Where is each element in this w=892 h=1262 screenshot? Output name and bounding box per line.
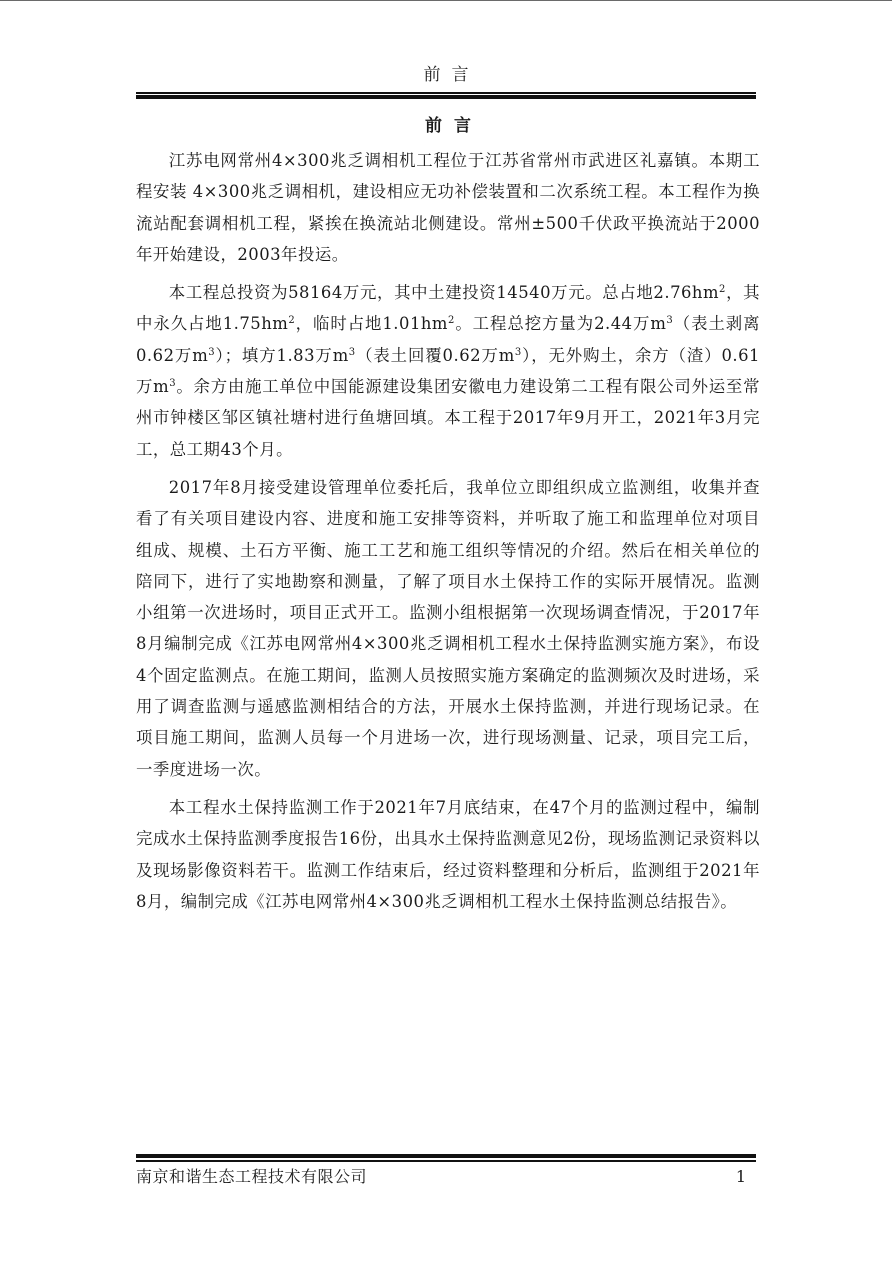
- superscript: 2: [288, 315, 296, 327]
- footer-rule-thin: [136, 1160, 756, 1162]
- footer-company-name: 南京和谐生态工程技术有限公司: [136, 1167, 368, 1186]
- superscript: 3: [348, 346, 356, 358]
- paragraph-monitoring-process: [136, 472, 760, 785]
- header-rule-thin: [136, 92, 756, 94]
- superscript: 2: [447, 315, 455, 327]
- page-title: 前言: [425, 116, 483, 136]
- document-body: [136, 114, 760, 917]
- paragraph-text: 本工程水土保持监测工作于2021年7月底结束，在47个月的监测过程中，编制完成水土保持监测季度报告16份，出具水土保持监测意见2份，现场监测记录资料以及现场影像资料若干。监测工作结束后，经过资料整理和分析后，监测组于2021年8月，编制完成《江苏电网常州4×300兆乏调相机工程水土保持监测总结报告》。: [136, 797, 760, 911]
- footer-double-rule: [136, 1154, 756, 1162]
- superscript: 2: [719, 284, 726, 296]
- paragraph-text: ），无外购土，余方（渣）0.61万m: [136, 345, 760, 397]
- header-double-rule: [136, 92, 756, 100]
- paragraph-monitoring-results: [136, 792, 760, 917]
- superscript: 3: [169, 378, 177, 390]
- footer-rule-thick: [136, 1154, 756, 1158]
- footer-page-number: 1: [735, 1167, 746, 1186]
- superscript: 3: [208, 346, 216, 358]
- page-top-edge: [0, 0, 892, 1]
- paragraph-text: 。余方由施工单位中国能源建设集团安徽电力建设第二工程有限公司外运至常州市钟楼区邹区镇社塘村进行鱼塘回填。本工程于2017年9月开工，2021年3月完工，总工期43个月。: [136, 377, 760, 459]
- paragraph-text: ，临时占地1.01hm: [295, 314, 448, 334]
- paragraph-text: ）；填方1.83万m: [215, 345, 349, 365]
- paragraph-text: 2017年8月接受建设管理单位委托后，我单位立即组织成立监测组，收集并查看了有关项目建设内容、进度和施工安排等资料，并听取了施工和监理单位对项目组成、规模、土石方平衡、施工工艺和施工组织等情况的介绍。然后在相关单位的陪同下，进行了实地勘察和测量，了解了项目水土保持工作的实际开展情况。监测小组第一次进场时，项目正式开工。监测小组根据第一次现场调查情况，于2017年8月编制完成《江苏电网常州4×300兆乏调相机工程水土保持监测实施方案》，布设4个固定监测点。在施工期间，监测人员按照实施方案确定的监测频次及时进场，采用了调查监测与遥感监测相结合的方法，开展水土保持监测，并进行现场记录。在项目施工期间，监测人员每一个月进场一次，进行现场测量、记录，项目完工后，一季度进场一次。: [136, 477, 760, 779]
- running-header-title: 前言: [423, 65, 480, 85]
- superscript: 3: [666, 315, 674, 327]
- header-rule-thick: [136, 95, 756, 99]
- paragraph-project-overview: [136, 145, 760, 270]
- paragraph-text: 本工程总投资为58164万元，其中土建投资14540万元。总占地2.76hm: [168, 283, 720, 303]
- paragraph-text: ，其中永久占地1.75hm: [136, 283, 761, 334]
- paragraph-text: （表土剥离0.62万m: [136, 314, 761, 365]
- paragraph-text: （表土回覆0.62万m: [355, 345, 515, 365]
- superscript: 3: [514, 346, 522, 358]
- paragraph-investment-and-earthwork: [136, 277, 760, 465]
- paragraph-text: 江苏电网常州4×300兆乏调相机工程位于江苏省常州市武进区礼嘉镇。本期工程安装 4×300兆乏调相机，建设相应无功补偿装置和二次系统工程。本工程作为换流站配套调相机工程，紧挨在换流站北侧建设。常州±500千伏政平换流站于2000年开始建设，2003年投运。: [136, 151, 760, 264]
- paragraph-text: 。工程总挖方量为2.44万m: [454, 314, 667, 334]
